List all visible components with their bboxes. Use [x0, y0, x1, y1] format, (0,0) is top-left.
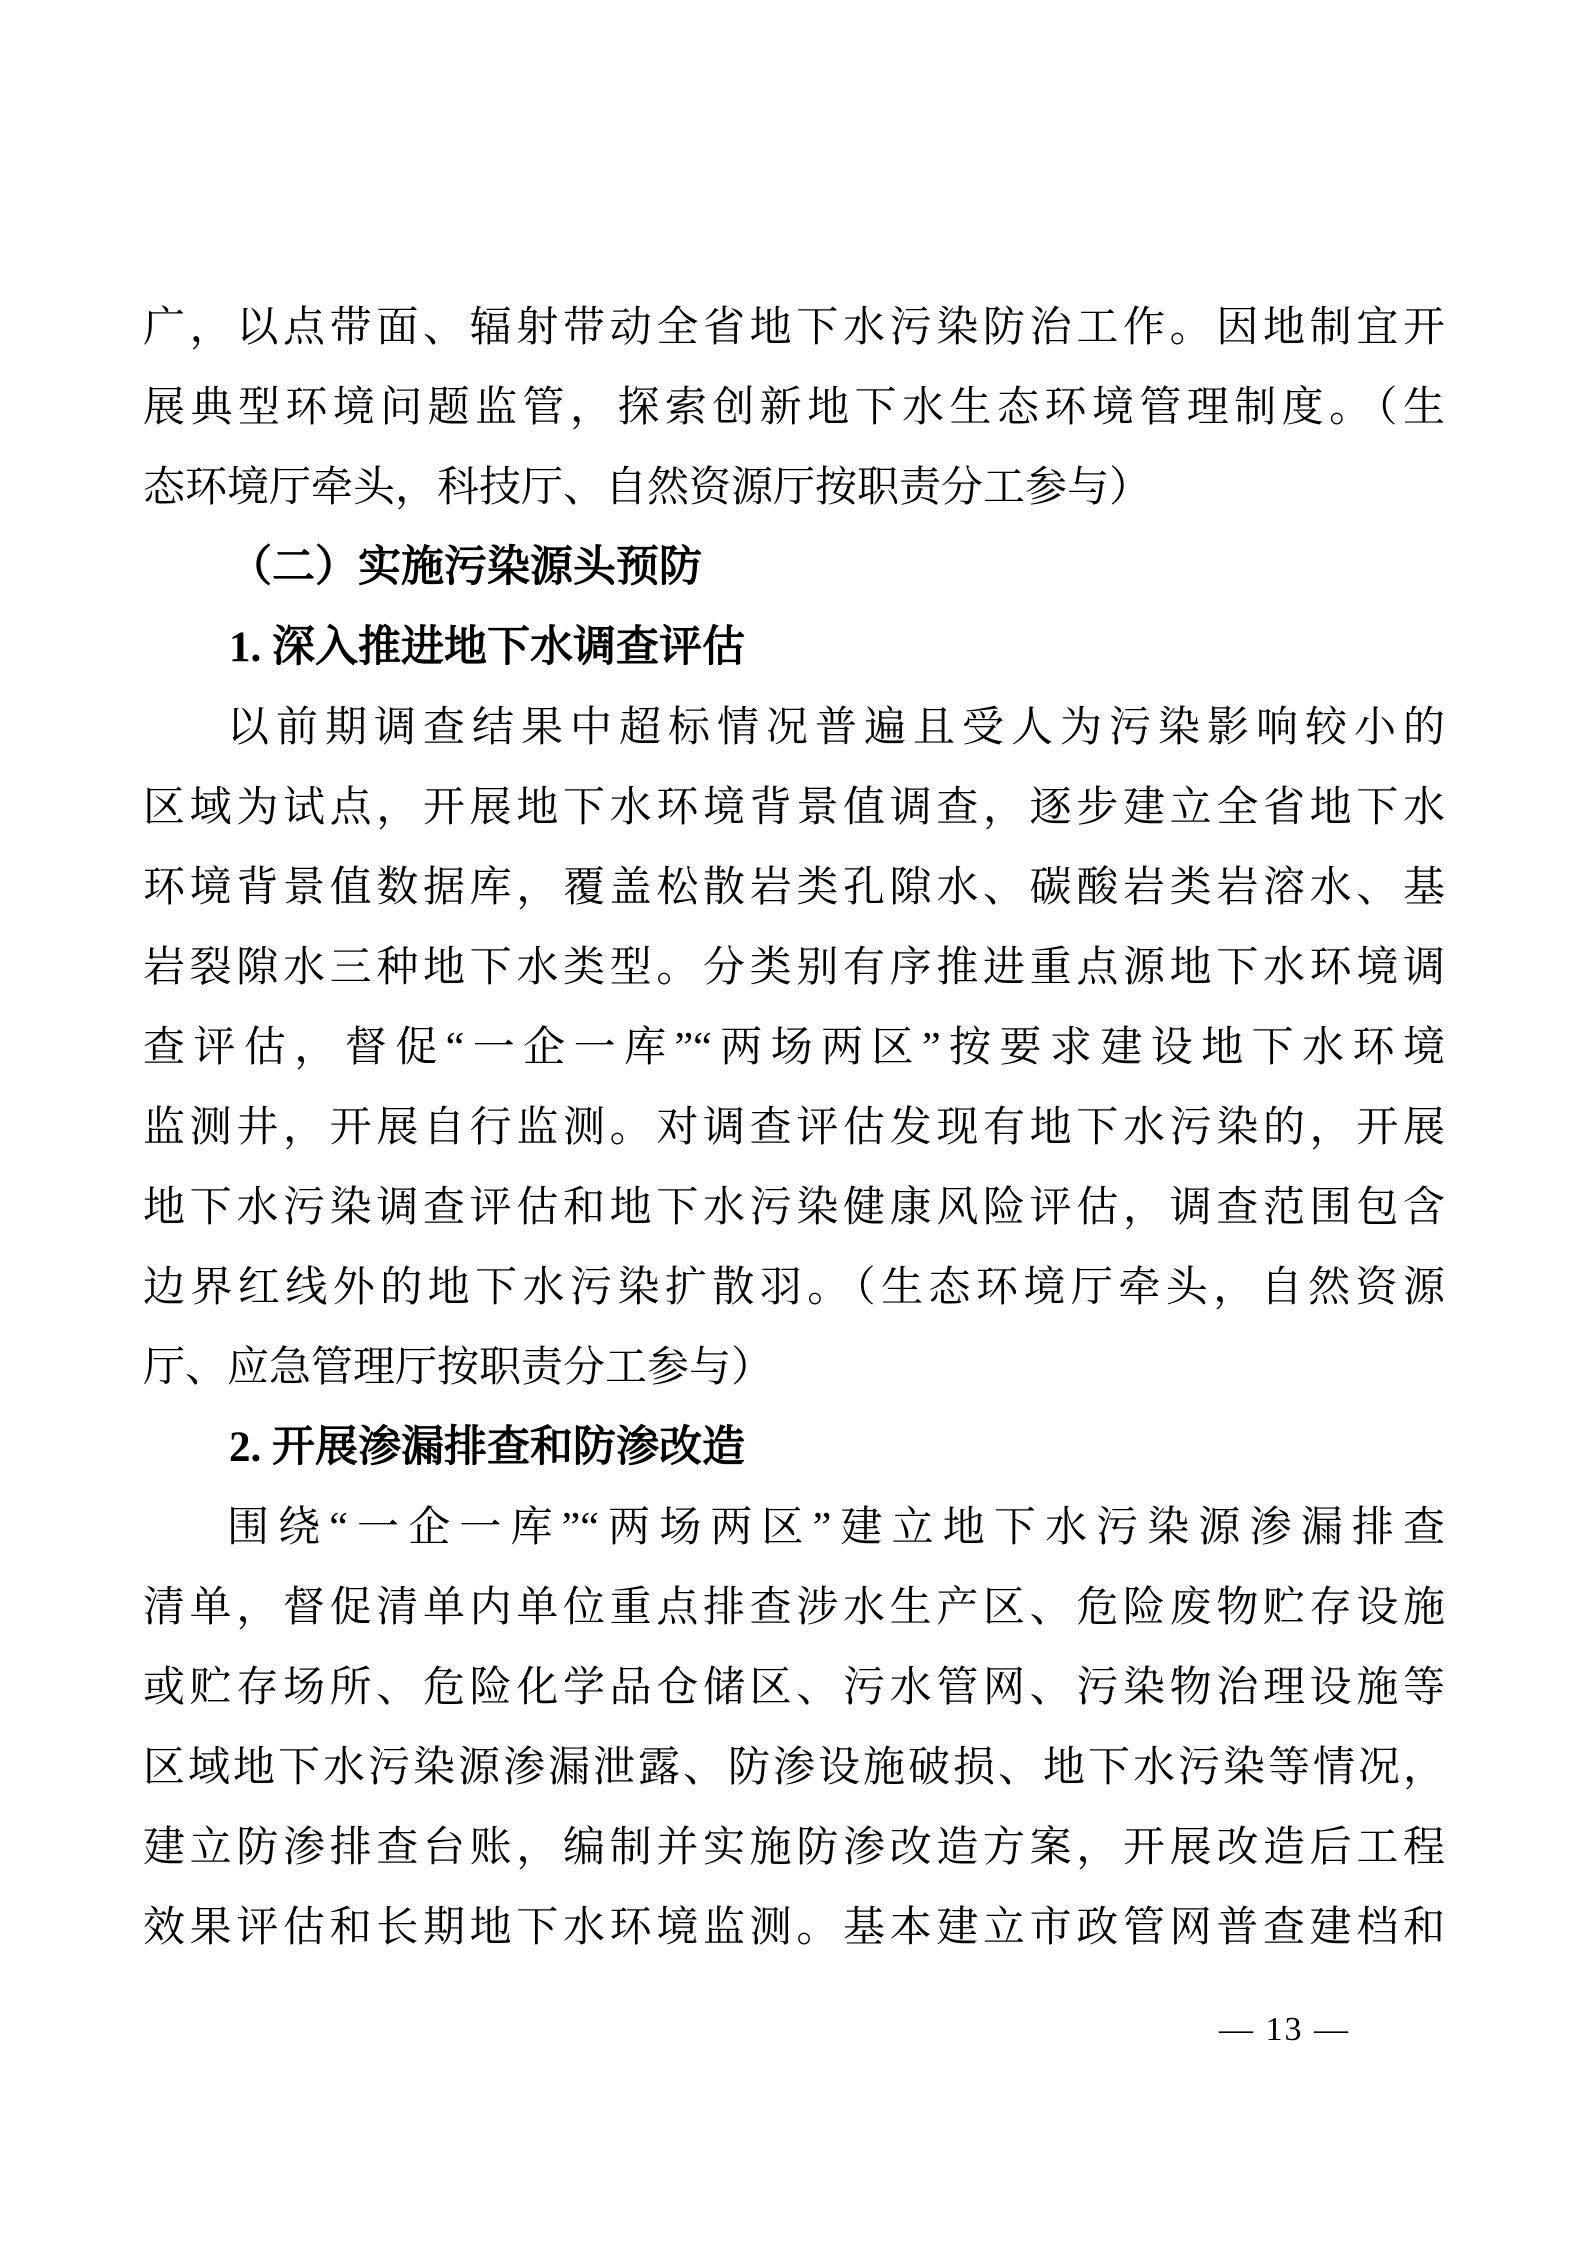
body-line: 岩裂隙水三种地下水类型。分类别有序推进重点源地下水环境调 [143, 945, 1445, 991]
body-line: 态环境厅牵头，科技厅、自然资源厅按职责分工参与） [143, 465, 1152, 511]
body-line: 监测井，开展自行监测。对调查评估发现有地下水污染的，开展 [143, 1105, 1445, 1151]
body-line: 区域为试点，开展地下水环境背景值调查，逐步建立全省地下水 [143, 785, 1445, 831]
section-heading: （二）实施污染源头预防 [229, 544, 702, 591]
body-line: 区域地下水污染源渗漏泄露、防渗设施破损、地下水污染等情况， [143, 1745, 1445, 1791]
document-body [143, 288, 1445, 1968]
body-line: 清单，督促清单内单位重点排查涉水生产区、危险废物贮存设施 [143, 1585, 1445, 1631]
body-line: 以前期调查结果中超标情况普遍且受人为污染影响较小的 [227, 705, 1445, 751]
body-line: 广，以点带面、辐射带动全省地下水污染防治工作。因地制宜开 [143, 305, 1445, 351]
page-number: — 13 — [1219, 2011, 1350, 2048]
body-line: 地下水污染调查评估和地下水污染健康风险评估，调查范围包含 [143, 1185, 1445, 1231]
body-line: 或贮存场所、危险化学品仓储区、污水管网、污染物治理设施等 [143, 1665, 1445, 1711]
body-line: 围绕“一企一库”“两场两区”建立地下水污染源渗漏排查 [227, 1505, 1445, 1551]
body-line: 环境背景值数据库，覆盖松散岩类孔隙水、碳酸岩类岩溶水、基 [143, 865, 1445, 911]
body-line: 厅、应急管理厅按职责分工参与） [143, 1345, 774, 1391]
body-line: 建立防渗排查台账，编制并实施防渗改造方案，开展改造后工程 [143, 1825, 1445, 1871]
body-line: 查评估，督促“一企一库”“两场两区”按要求建设地下水环境 [143, 1025, 1445, 1071]
subsection-heading-2: 2. 开展渗漏排查和防渗改造 [229, 1424, 745, 1471]
body-line: 展典型环境问题监管，探索创新地下水生态环境管理制度。（生 [143, 385, 1445, 431]
body-line: 效果评估和长期地下水环境监测。基本建立市政管网普查建档和 [143, 1905, 1445, 1951]
subsection-heading-1: 1. 深入推进地下水调查评估 [229, 624, 745, 671]
body-line: 边界红线外的地下水污染扩散羽。（生态环境厅牵头，自然资源 [143, 1265, 1445, 1311]
